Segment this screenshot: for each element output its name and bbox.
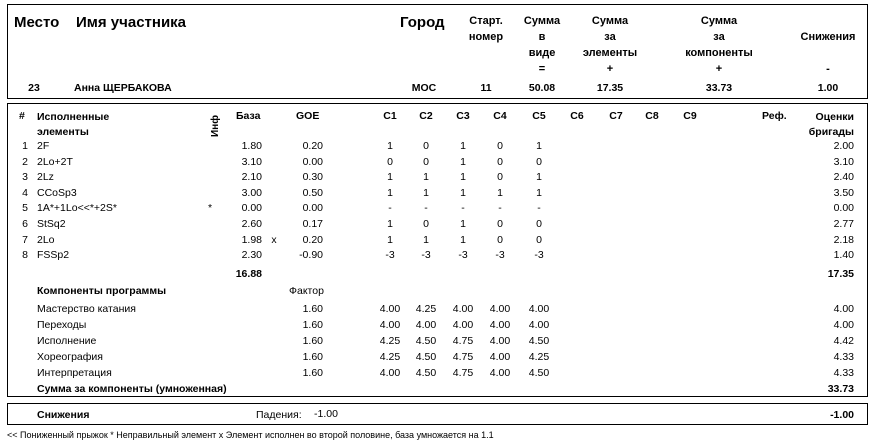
- element-judge-score: 1: [536, 186, 542, 199]
- element-base: 0.00: [241, 202, 262, 215]
- element-number: 4: [22, 186, 28, 199]
- element-name: 2Lo+2T: [37, 155, 73, 168]
- col-ref-header: Реф.: [762, 110, 787, 122]
- component-judge-score: 4.00: [528, 303, 550, 315]
- element-judge-score: 1: [460, 140, 466, 152]
- element-panel-score: 2.00: [833, 140, 854, 152]
- judge-header-c2: C2: [419, 110, 433, 122]
- component-judge-score: 4.00: [489, 351, 511, 363]
- skater-start-no: 11: [480, 82, 492, 94]
- element-judge-score: -3: [421, 249, 431, 262]
- components-total-label: Сумма за компоненты (умноженная): [37, 383, 227, 395]
- component-judge-score: 4.00: [489, 367, 511, 379]
- element-judge-score: 0: [536, 218, 542, 230]
- falls-value: -1.00: [314, 408, 338, 420]
- element-number: 3: [22, 171, 28, 184]
- element-judge-score: 1: [423, 171, 429, 184]
- element-panel-score: 2.77: [833, 218, 854, 230]
- component-name: Переходы: [37, 319, 87, 331]
- component-judge-score: 4.25: [379, 335, 401, 347]
- judge-header-c7: C7: [609, 110, 623, 122]
- component-panel-score: 4.33: [833, 351, 854, 363]
- element-judge-score: 0: [497, 233, 503, 246]
- element-judge-score: 1: [423, 233, 429, 246]
- element-judge-score: 0: [497, 218, 503, 230]
- element-goe: 0.00: [302, 155, 323, 168]
- element-name: 1A*+1Lo<<*+2S*: [37, 202, 117, 215]
- elements-total: 17.35: [827, 268, 854, 280]
- element-judge-score: -: [388, 202, 392, 215]
- footnote: << Пониженный прыжок * Неправильный элемент x Элемент исполнен во второй половине, база умножается на 1.1: [7, 430, 494, 440]
- element-number: 6: [22, 218, 28, 230]
- start-no-header: Старт. номер: [468, 15, 504, 43]
- component-factor: 1.60: [302, 351, 323, 363]
- component-judge-score: 4.00: [452, 303, 474, 315]
- components-total: 33.73: [827, 383, 854, 395]
- component-judge-score: 4.00: [415, 319, 437, 331]
- element-base: 3.00: [241, 186, 262, 199]
- col-elements-header: Исполненные элементы: [37, 111, 110, 138]
- element-judge-score: 1: [460, 186, 466, 199]
- element-goe: -0.90: [299, 249, 323, 262]
- element-judge-score: -: [424, 202, 428, 215]
- base-total: 16.88: [235, 268, 262, 280]
- element-name: FSSp2: [37, 249, 70, 262]
- element-name: 2Lo: [37, 233, 55, 246]
- element-judge-score: 1: [460, 218, 466, 230]
- element-number: 5: [22, 202, 28, 215]
- element-judge-score: 1: [387, 218, 393, 230]
- component-judge-score: 4.75: [452, 367, 474, 379]
- deductions-total: -1.00: [830, 409, 854, 421]
- element-judge-score: 1: [460, 155, 466, 168]
- element-base: 2.30: [241, 249, 262, 262]
- name-header: Имя участника: [76, 14, 187, 31]
- element-name: CCoSp3: [37, 186, 77, 199]
- element-judge-score: -: [461, 202, 465, 215]
- element-name: 2Lz: [37, 171, 54, 184]
- element-judge-score: 0: [497, 171, 503, 184]
- component-panel-score: 4.33: [833, 367, 854, 379]
- element-base: 1.80: [241, 140, 262, 152]
- element-number: 1: [22, 140, 28, 152]
- element-number: 2: [22, 155, 28, 168]
- element-name: StSq2: [37, 218, 66, 230]
- element-judge-score: 0: [497, 155, 503, 168]
- judge-header-c8: C8: [645, 110, 659, 122]
- element-panel-score: 3.10: [833, 155, 854, 168]
- component-judge-score: 4.25: [528, 351, 550, 363]
- element-judge-score: 1: [497, 186, 503, 199]
- element-bonus-mark: x: [271, 233, 277, 246]
- element-judge-score: 0: [536, 233, 542, 246]
- city-header: Город: [400, 14, 445, 31]
- element-judge-score: 0: [423, 218, 429, 230]
- element-judge-score: -3: [495, 249, 505, 262]
- element-number: 7: [22, 233, 28, 246]
- elements-score-header: Сумма за элементы +: [582, 15, 638, 75]
- component-judge-score: 4.75: [452, 335, 474, 347]
- component-judge-score: 4.00: [379, 319, 401, 331]
- judge-header-c4: C4: [493, 110, 507, 122]
- skater-name: Анна ЩЕРБАКОВА: [74, 82, 172, 94]
- element-goe: 0.20: [302, 140, 323, 152]
- deductions-label: Снижения: [37, 409, 90, 421]
- element-judge-score: 0: [536, 155, 542, 168]
- element-judge-score: -: [537, 202, 541, 215]
- element-judge-score: 1: [423, 186, 429, 199]
- element-info: *: [207, 202, 213, 215]
- total-score-header: Сумма в виде =: [523, 15, 561, 75]
- element-judge-score: -: [498, 202, 502, 215]
- element-judge-score: 1: [536, 171, 542, 184]
- element-base: 2.10: [241, 171, 262, 184]
- component-panel-score: 4.00: [833, 303, 854, 315]
- component-judge-score: 4.00: [489, 335, 511, 347]
- deductions-header: Снижения -: [800, 31, 856, 75]
- element-judge-score: 1: [536, 140, 542, 152]
- component-judge-score: 4.00: [489, 303, 511, 315]
- element-goe: 0.20: [302, 233, 323, 246]
- component-judge-score: 4.00: [528, 319, 550, 331]
- element-goe: 0.30: [302, 171, 323, 184]
- element-judge-score: -3: [458, 249, 468, 262]
- place-header: Место: [14, 14, 60, 31]
- element-judge-score: 1: [387, 233, 393, 246]
- component-name: Интерпретация: [37, 367, 112, 379]
- element-judge-score: 0: [497, 140, 503, 152]
- components-title: Компоненты программы: [37, 285, 167, 297]
- judge-header-c1: C1: [383, 110, 397, 122]
- component-judge-score: 4.00: [379, 367, 401, 379]
- skater-place: 23: [28, 82, 40, 94]
- component-judge-score: 4.25: [415, 303, 437, 315]
- component-judge-score: 4.50: [528, 335, 550, 347]
- component-name: Хореография: [37, 351, 103, 363]
- judge-header-c6: C6: [570, 110, 584, 122]
- element-judge-score: 1: [387, 140, 393, 152]
- element-judge-score: 0: [387, 155, 393, 168]
- element-base: 1.98: [241, 233, 262, 246]
- element-panel-score: 3.50: [833, 186, 854, 199]
- element-panel-score: 2.40: [833, 171, 854, 184]
- element-judge-score: 1: [387, 186, 393, 199]
- element-judge-score: 1: [387, 171, 393, 184]
- component-factor: 1.60: [302, 319, 323, 331]
- element-panel-score: 1.40: [833, 249, 854, 262]
- skater-elements-score: 17.35: [596, 82, 624, 94]
- col-goe-header: GOE: [296, 110, 320, 122]
- judge-header-c9: C9: [683, 110, 697, 122]
- element-base: 2.60: [241, 218, 262, 230]
- skater-components-score: 33.73: [705, 82, 733, 94]
- judge-header-c3: C3: [456, 110, 470, 122]
- element-judge-score: -3: [534, 249, 544, 262]
- element-judge-score: 0: [423, 155, 429, 168]
- component-judge-score: 4.50: [415, 335, 437, 347]
- col-base-header: База: [236, 110, 261, 122]
- deductions-box: [7, 403, 868, 425]
- element-judge-score: -3: [385, 249, 395, 262]
- component-panel-score: 4.00: [833, 319, 854, 331]
- component-judge-score: 4.75: [452, 351, 474, 363]
- skater-deductions: 1.00: [817, 82, 839, 94]
- col-num-header: #: [19, 110, 25, 122]
- component-factor: 1.60: [302, 303, 323, 315]
- skater-total: 50.08: [528, 82, 556, 94]
- element-number: 8: [22, 249, 28, 262]
- factor-header: Фактор: [289, 285, 324, 297]
- skater-city: МОС: [411, 82, 437, 94]
- element-judge-score: 0: [423, 140, 429, 152]
- falls-label: Падения:: [256, 409, 302, 421]
- judge-header-c5: C5: [532, 110, 546, 122]
- element-panel-score: 0.00: [833, 202, 854, 215]
- component-judge-score: 4.50: [415, 351, 437, 363]
- component-name: Исполнение: [37, 335, 97, 347]
- element-base: 3.10: [241, 155, 262, 168]
- component-judge-score: 4.00: [452, 319, 474, 331]
- element-goe: 0.00: [302, 202, 323, 215]
- element-judge-score: 1: [460, 233, 466, 246]
- element-goe: 0.50: [302, 186, 323, 199]
- component-judge-score: 4.25: [379, 351, 401, 363]
- element-panel-score: 2.18: [833, 233, 854, 246]
- component-panel-score: 4.42: [833, 335, 854, 347]
- element-judge-score: 1: [460, 171, 466, 184]
- component-judge-score: 4.50: [415, 367, 437, 379]
- col-panel-header: Оценки бригады: [808, 111, 854, 138]
- component-factor: 1.60: [302, 367, 323, 379]
- component-judge-score: 4.00: [489, 319, 511, 331]
- component-name: Мастерство катания: [37, 303, 136, 315]
- component-factor: 1.60: [302, 335, 323, 347]
- components-score-header: Сумма за компоненты +: [685, 15, 753, 75]
- element-goe: 0.17: [302, 218, 323, 230]
- component-judge-score: 4.00: [379, 303, 401, 315]
- component-judge-score: 4.50: [528, 367, 550, 379]
- element-name: 2F: [37, 140, 50, 152]
- col-info-header: Инф: [210, 115, 221, 137]
